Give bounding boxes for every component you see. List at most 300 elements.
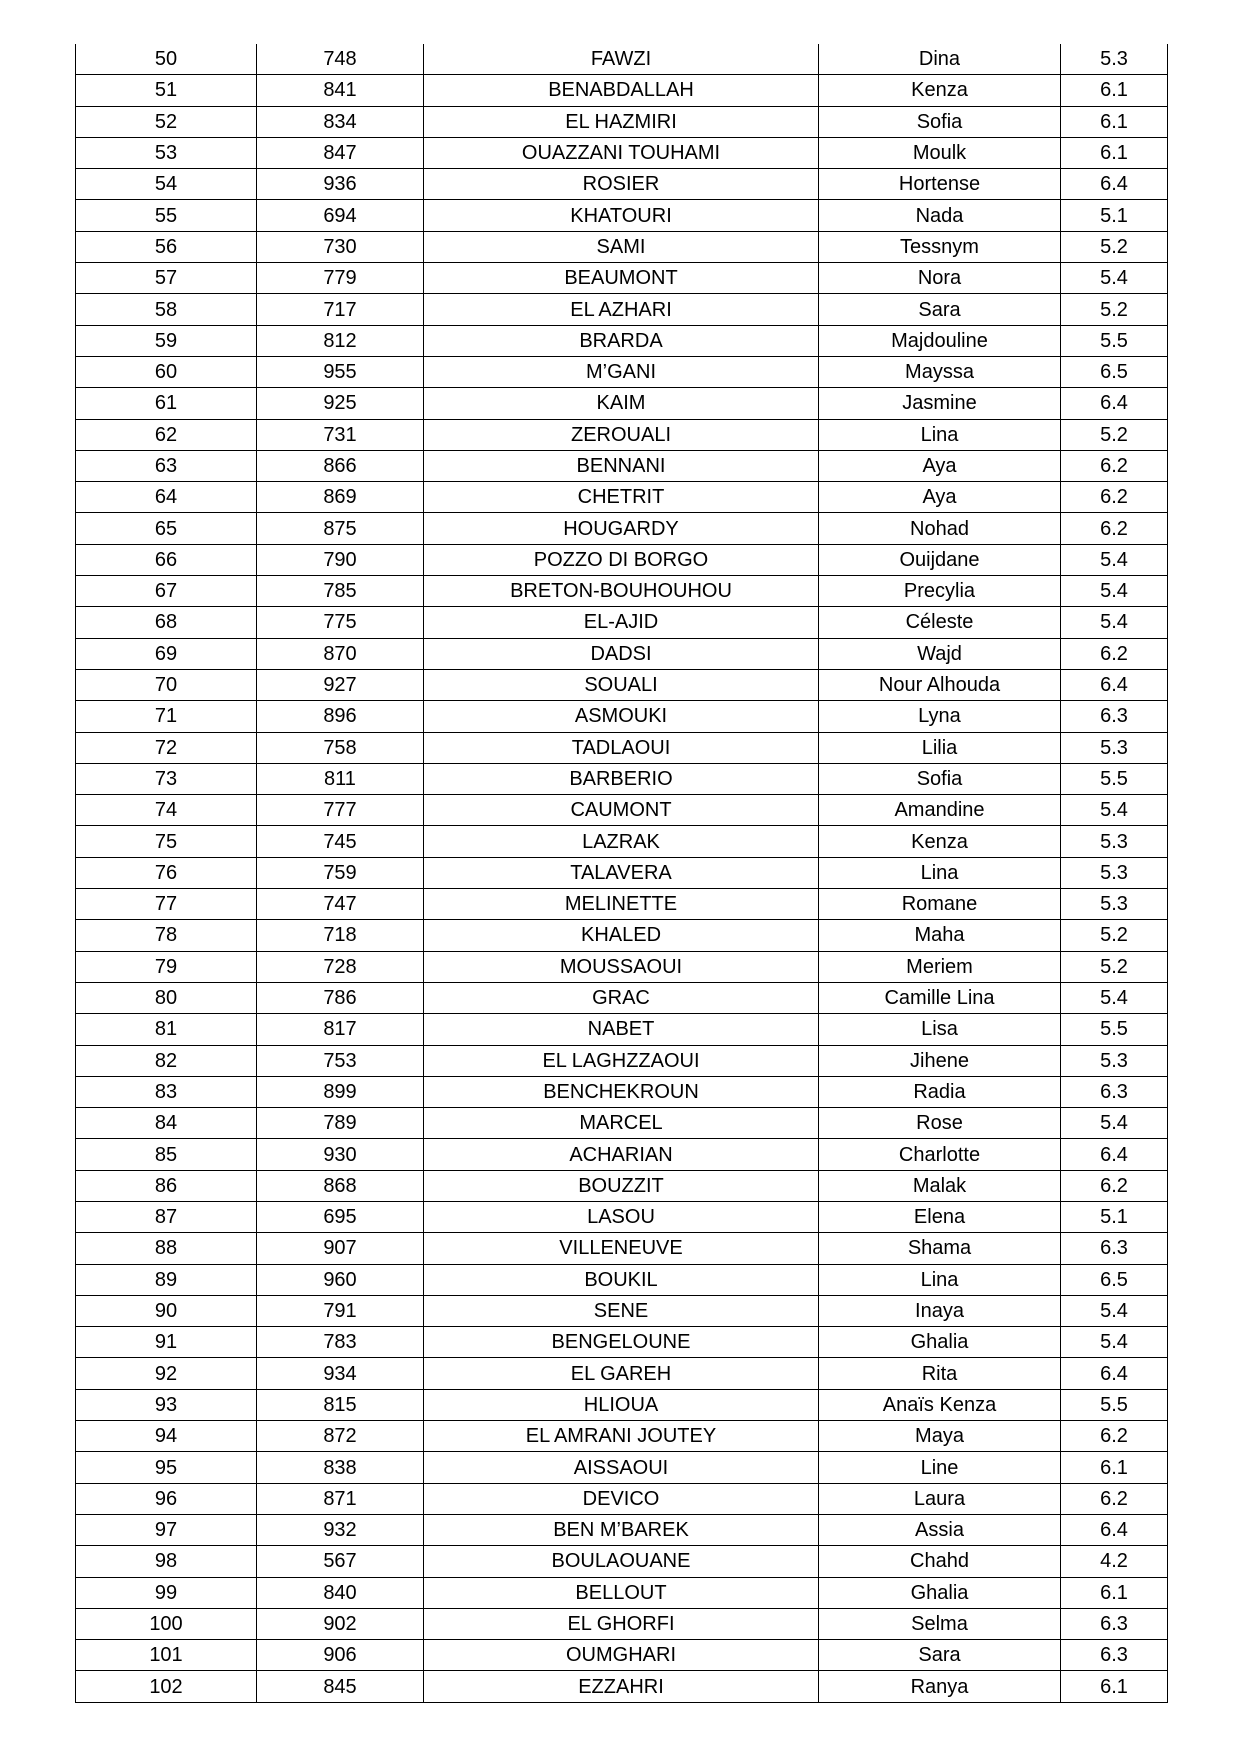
score-cell: 6.1 (1061, 1452, 1168, 1483)
first-name-cell: Dina (819, 44, 1061, 75)
first-name-cell: Kenza (819, 75, 1061, 106)
id-cell: 753 (257, 1045, 424, 1076)
id-cell: 847 (257, 137, 424, 168)
table-row (76, 231, 1168, 262)
table-row (76, 44, 1168, 75)
id-cell: 728 (257, 951, 424, 982)
id-cell: 717 (257, 294, 424, 325)
score-cell: 5.2 (1061, 951, 1168, 982)
id-cell: 783 (257, 1327, 424, 1358)
score-cell: 6.3 (1061, 1076, 1168, 1107)
last-name-cell: OUMGHARI (424, 1640, 819, 1671)
id-cell: 927 (257, 669, 424, 700)
rank-cell: 90 (76, 1295, 257, 1326)
last-name-cell: TALAVERA (424, 857, 819, 888)
table-row (76, 544, 1168, 575)
first-name-cell: Sofia (819, 763, 1061, 794)
last-name-cell: TADLAOUI (424, 732, 819, 763)
table-row (76, 263, 1168, 294)
rank-cell: 57 (76, 263, 257, 294)
first-name-cell: Laura (819, 1483, 1061, 1514)
id-cell: 785 (257, 576, 424, 607)
id-cell: 936 (257, 169, 424, 200)
rank-cell: 72 (76, 732, 257, 763)
id-cell: 718 (257, 920, 424, 951)
first-name-cell: Ghalia (819, 1327, 1061, 1358)
id-cell: 838 (257, 1452, 424, 1483)
id-cell: 932 (257, 1514, 424, 1545)
first-name-cell: Romane (819, 889, 1061, 920)
last-name-cell: SAMI (424, 231, 819, 262)
id-cell: 869 (257, 482, 424, 513)
score-cell: 6.1 (1061, 106, 1168, 137)
score-cell: 5.1 (1061, 1201, 1168, 1232)
rank-cell: 91 (76, 1327, 257, 1358)
score-cell: 4.2 (1061, 1546, 1168, 1577)
score-cell: 5.5 (1061, 1389, 1168, 1420)
last-name-cell: CHETRIT (424, 482, 819, 513)
table-row (76, 982, 1168, 1013)
rank-cell: 62 (76, 419, 257, 450)
rank-cell: 63 (76, 450, 257, 481)
last-name-cell: BENABDALLAH (424, 75, 819, 106)
rank-cell: 59 (76, 325, 257, 356)
score-cell: 6.2 (1061, 482, 1168, 513)
id-cell: 775 (257, 607, 424, 638)
table-row (76, 1139, 1168, 1170)
first-name-cell: Maya (819, 1421, 1061, 1452)
last-name-cell: BELLOUT (424, 1577, 819, 1608)
id-cell: 899 (257, 1076, 424, 1107)
id-cell: 866 (257, 450, 424, 481)
score-cell: 5.5 (1061, 763, 1168, 794)
id-cell: 934 (257, 1358, 424, 1389)
last-name-cell: GRAC (424, 982, 819, 1013)
first-name-cell: Nohad (819, 513, 1061, 544)
first-name-cell: Majdouline (819, 325, 1061, 356)
first-name-cell: Radia (819, 1076, 1061, 1107)
first-name-cell: Assia (819, 1514, 1061, 1545)
table-row (76, 607, 1168, 638)
id-cell: 955 (257, 356, 424, 387)
id-cell: 875 (257, 513, 424, 544)
table-row (76, 732, 1168, 763)
score-cell: 6.1 (1061, 1577, 1168, 1608)
last-name-cell: BEAUMONT (424, 263, 819, 294)
rank-cell: 81 (76, 1014, 257, 1045)
id-cell: 811 (257, 763, 424, 794)
id-cell: 845 (257, 1671, 424, 1702)
id-cell: 758 (257, 732, 424, 763)
score-cell: 6.3 (1061, 1640, 1168, 1671)
last-name-cell: BENNANI (424, 450, 819, 481)
table-row (76, 1108, 1168, 1139)
rank-cell: 55 (76, 200, 257, 231)
score-cell: 5.3 (1061, 44, 1168, 75)
table-row (76, 701, 1168, 732)
id-cell: 896 (257, 701, 424, 732)
last-name-cell: EL GAREH (424, 1358, 819, 1389)
score-cell: 6.4 (1061, 669, 1168, 700)
score-cell: 5.4 (1061, 544, 1168, 575)
first-name-cell: Hortense (819, 169, 1061, 200)
first-name-cell: Ouijdane (819, 544, 1061, 575)
score-cell: 6.2 (1061, 638, 1168, 669)
rank-cell: 65 (76, 513, 257, 544)
first-name-cell: Shama (819, 1233, 1061, 1264)
rank-cell: 52 (76, 106, 257, 137)
score-cell: 5.4 (1061, 263, 1168, 294)
table-row (76, 1327, 1168, 1358)
id-cell: 777 (257, 795, 424, 826)
first-name-cell: Anaïs Kenza (819, 1389, 1061, 1420)
last-name-cell: EL AZHARI (424, 294, 819, 325)
rank-cell: 66 (76, 544, 257, 575)
table-row (76, 576, 1168, 607)
rank-cell: 92 (76, 1358, 257, 1389)
last-name-cell: NABET (424, 1014, 819, 1045)
first-name-cell: Wajd (819, 638, 1061, 669)
rank-cell: 74 (76, 795, 257, 826)
table-row (76, 669, 1168, 700)
last-name-cell: MARCEL (424, 1108, 819, 1139)
score-cell: 6.4 (1061, 1514, 1168, 1545)
table-row (76, 795, 1168, 826)
table-row (76, 1577, 1168, 1608)
score-cell: 6.2 (1061, 1483, 1168, 1514)
score-cell: 6.5 (1061, 356, 1168, 387)
last-name-cell: DEVICO (424, 1483, 819, 1514)
last-name-cell: BRARDA (424, 325, 819, 356)
id-cell: 815 (257, 1389, 424, 1420)
first-name-cell: Jihene (819, 1045, 1061, 1076)
first-name-cell: Lina (819, 1264, 1061, 1295)
rank-cell: 93 (76, 1389, 257, 1420)
table-row (76, 200, 1168, 231)
table-row (76, 294, 1168, 325)
id-cell: 870 (257, 638, 424, 669)
score-cell: 5.4 (1061, 982, 1168, 1013)
last-name-cell: SOUALI (424, 669, 819, 700)
table-row (76, 513, 1168, 544)
last-name-cell: HOUGARDY (424, 513, 819, 544)
score-cell: 5.4 (1061, 607, 1168, 638)
score-cell: 6.1 (1061, 137, 1168, 168)
first-name-cell: Elena (819, 1201, 1061, 1232)
score-cell: 6.3 (1061, 1233, 1168, 1264)
first-name-cell: Selma (819, 1608, 1061, 1639)
score-cell: 5.2 (1061, 294, 1168, 325)
first-name-cell: Aya (819, 482, 1061, 513)
first-name-cell: Meriem (819, 951, 1061, 982)
rank-cell: 69 (76, 638, 257, 669)
table-row (76, 763, 1168, 794)
score-cell: 5.5 (1061, 1014, 1168, 1045)
last-name-cell: BENCHEKROUN (424, 1076, 819, 1107)
table-row (76, 826, 1168, 857)
rank-cell: 61 (76, 388, 257, 419)
rank-cell: 98 (76, 1546, 257, 1577)
last-name-cell: OUAZZANI TOUHAMI (424, 137, 819, 168)
id-cell: 840 (257, 1577, 424, 1608)
first-name-cell: Rita (819, 1358, 1061, 1389)
last-name-cell: BEN M’BAREK (424, 1514, 819, 1545)
score-cell: 5.4 (1061, 795, 1168, 826)
first-name-cell: Charlotte (819, 1139, 1061, 1170)
first-name-cell: Malak (819, 1170, 1061, 1201)
last-name-cell: EZZAHRI (424, 1671, 819, 1702)
id-cell: 902 (257, 1608, 424, 1639)
last-name-cell: BOUZZIT (424, 1170, 819, 1201)
table-row (76, 1358, 1168, 1389)
last-name-cell: SENE (424, 1295, 819, 1326)
table-row (76, 857, 1168, 888)
last-name-cell: FAWZI (424, 44, 819, 75)
id-cell: 812 (257, 325, 424, 356)
last-name-cell: VILLENEUVE (424, 1233, 819, 1264)
id-cell: 960 (257, 1264, 424, 1295)
score-cell: 6.2 (1061, 450, 1168, 481)
last-name-cell: POZZO DI BORGO (424, 544, 819, 575)
rank-cell: 83 (76, 1076, 257, 1107)
last-name-cell: ASMOUKI (424, 701, 819, 732)
score-cell: 5.5 (1061, 325, 1168, 356)
table-row (76, 1201, 1168, 1232)
table-row (76, 920, 1168, 951)
last-name-cell: LASOU (424, 1201, 819, 1232)
rank-cell: 76 (76, 857, 257, 888)
rank-cell: 88 (76, 1233, 257, 1264)
id-cell: 789 (257, 1108, 424, 1139)
first-name-cell: Line (819, 1452, 1061, 1483)
first-name-cell: Amandine (819, 795, 1061, 826)
table-row (76, 482, 1168, 513)
rank-cell: 89 (76, 1264, 257, 1295)
rank-cell: 77 (76, 889, 257, 920)
score-cell: 5.2 (1061, 419, 1168, 450)
last-name-cell: ROSIER (424, 169, 819, 200)
first-name-cell: Nour Alhouda (819, 669, 1061, 700)
last-name-cell: EL HAZMIRI (424, 106, 819, 137)
table-row (76, 1640, 1168, 1671)
score-cell: 6.4 (1061, 1139, 1168, 1170)
id-cell: 907 (257, 1233, 424, 1264)
last-name-cell: ACHARIAN (424, 1139, 819, 1170)
rank-cell: 84 (76, 1108, 257, 1139)
table-row (76, 1608, 1168, 1639)
last-name-cell: MOUSSAOUI (424, 951, 819, 982)
score-cell: 6.2 (1061, 1170, 1168, 1201)
id-cell: 872 (257, 1421, 424, 1452)
score-cell: 5.3 (1061, 1045, 1168, 1076)
table-row (76, 1421, 1168, 1452)
last-name-cell: BOUKIL (424, 1264, 819, 1295)
id-cell: 930 (257, 1139, 424, 1170)
first-name-cell: Sofia (819, 106, 1061, 137)
score-cell: 6.4 (1061, 1358, 1168, 1389)
table-row (76, 169, 1168, 200)
rank-cell: 101 (76, 1640, 257, 1671)
first-name-cell: Moulk (819, 137, 1061, 168)
rank-cell: 58 (76, 294, 257, 325)
first-name-cell: Lilia (819, 732, 1061, 763)
id-cell: 745 (257, 826, 424, 857)
table-row (76, 951, 1168, 982)
first-name-cell: Nora (819, 263, 1061, 294)
rank-cell: 70 (76, 669, 257, 700)
last-name-cell: AISSAOUI (424, 1452, 819, 1483)
first-name-cell: Maha (819, 920, 1061, 951)
last-name-cell: EL AMRANI JOUTEY (424, 1421, 819, 1452)
rank-cell: 85 (76, 1139, 257, 1170)
score-cell: 5.4 (1061, 576, 1168, 607)
rank-cell: 86 (76, 1170, 257, 1201)
score-cell: 5.2 (1061, 920, 1168, 951)
last-name-cell: KHATOURI (424, 200, 819, 231)
last-name-cell: M’GANI (424, 356, 819, 387)
first-name-cell: Rose (819, 1108, 1061, 1139)
table-row (76, 1514, 1168, 1545)
table-row (76, 638, 1168, 669)
id-cell: 730 (257, 231, 424, 262)
id-cell: 834 (257, 106, 424, 137)
score-cell: 5.3 (1061, 857, 1168, 888)
rank-cell: 64 (76, 482, 257, 513)
first-name-cell: Lina (819, 419, 1061, 450)
score-cell: 6.5 (1061, 1264, 1168, 1295)
first-name-cell: Precylia (819, 576, 1061, 607)
rank-cell: 73 (76, 763, 257, 794)
score-cell: 6.1 (1061, 1671, 1168, 1702)
id-cell: 871 (257, 1483, 424, 1514)
id-cell: 748 (257, 44, 424, 75)
score-cell: 5.2 (1061, 231, 1168, 262)
rank-cell: 99 (76, 1577, 257, 1608)
first-name-cell: Chahd (819, 1546, 1061, 1577)
score-cell: 5.3 (1061, 889, 1168, 920)
table-row (76, 1295, 1168, 1326)
last-name-cell: KAIM (424, 388, 819, 419)
id-cell: 868 (257, 1170, 424, 1201)
rank-cell: 56 (76, 231, 257, 262)
rank-cell: 79 (76, 951, 257, 982)
table-row (76, 1671, 1168, 1702)
table-row (76, 106, 1168, 137)
rank-cell: 60 (76, 356, 257, 387)
rank-cell: 94 (76, 1421, 257, 1452)
rank-cell: 67 (76, 576, 257, 607)
id-cell: 786 (257, 982, 424, 1013)
score-cell: 6.1 (1061, 75, 1168, 106)
rank-cell: 51 (76, 75, 257, 106)
results-table (75, 44, 1168, 1703)
rank-cell: 78 (76, 920, 257, 951)
first-name-cell: Camille Lina (819, 982, 1061, 1013)
rank-cell: 96 (76, 1483, 257, 1514)
table-row (76, 1483, 1168, 1514)
rank-cell: 95 (76, 1452, 257, 1483)
first-name-cell: Lina (819, 857, 1061, 888)
rank-cell: 100 (76, 1608, 257, 1639)
last-name-cell: EL LAGHZZAOUI (424, 1045, 819, 1076)
id-cell: 759 (257, 857, 424, 888)
first-name-cell: Sara (819, 294, 1061, 325)
table-row (76, 356, 1168, 387)
table-row (76, 388, 1168, 419)
id-cell: 817 (257, 1014, 424, 1045)
score-cell: 6.2 (1061, 1421, 1168, 1452)
table-row (76, 137, 1168, 168)
id-cell: 790 (257, 544, 424, 575)
table-row (76, 325, 1168, 356)
id-cell: 567 (257, 1546, 424, 1577)
last-name-cell: BENGELOUNE (424, 1327, 819, 1358)
rank-cell: 71 (76, 701, 257, 732)
last-name-cell: ZEROUALI (424, 419, 819, 450)
id-cell: 841 (257, 75, 424, 106)
rank-cell: 82 (76, 1045, 257, 1076)
score-cell: 6.3 (1061, 1608, 1168, 1639)
table-row (76, 1233, 1168, 1264)
id-cell: 695 (257, 1201, 424, 1232)
id-cell: 694 (257, 200, 424, 231)
table-row (76, 450, 1168, 481)
last-name-cell: EL-AJID (424, 607, 819, 638)
id-cell: 906 (257, 1640, 424, 1671)
last-name-cell: BOULAOUANE (424, 1546, 819, 1577)
rank-cell: 80 (76, 982, 257, 1013)
rank-cell: 97 (76, 1514, 257, 1545)
last-name-cell: KHALED (424, 920, 819, 951)
last-name-cell: MELINETTE (424, 889, 819, 920)
table-row (76, 1045, 1168, 1076)
last-name-cell: BRETON-BOUHOUHOU (424, 576, 819, 607)
id-cell: 779 (257, 263, 424, 294)
first-name-cell: Aya (819, 450, 1061, 481)
first-name-cell: Sara (819, 1640, 1061, 1671)
first-name-cell: Ranya (819, 1671, 1061, 1702)
score-cell: 6.3 (1061, 701, 1168, 732)
table-row (76, 1546, 1168, 1577)
last-name-cell: LAZRAK (424, 826, 819, 857)
rank-cell: 53 (76, 137, 257, 168)
table-row (76, 1389, 1168, 1420)
score-cell: 5.4 (1061, 1295, 1168, 1326)
score-cell: 5.4 (1061, 1108, 1168, 1139)
id-cell: 747 (257, 889, 424, 920)
rank-cell: 102 (76, 1671, 257, 1702)
score-cell: 6.4 (1061, 388, 1168, 419)
rank-cell: 50 (76, 44, 257, 75)
score-cell: 6.2 (1061, 513, 1168, 544)
first-name-cell: Céleste (819, 607, 1061, 638)
last-name-cell: BARBERIO (424, 763, 819, 794)
table-row (76, 1014, 1168, 1045)
score-cell: 6.4 (1061, 169, 1168, 200)
rank-cell: 54 (76, 169, 257, 200)
rank-cell: 68 (76, 607, 257, 638)
first-name-cell: Kenza (819, 826, 1061, 857)
table-row (76, 75, 1168, 106)
rank-cell: 87 (76, 1201, 257, 1232)
table-row (76, 1264, 1168, 1295)
table-row (76, 889, 1168, 920)
id-cell: 731 (257, 419, 424, 450)
id-cell: 925 (257, 388, 424, 419)
table-row (76, 419, 1168, 450)
first-name-cell: Jasmine (819, 388, 1061, 419)
score-cell: 5.4 (1061, 1327, 1168, 1358)
